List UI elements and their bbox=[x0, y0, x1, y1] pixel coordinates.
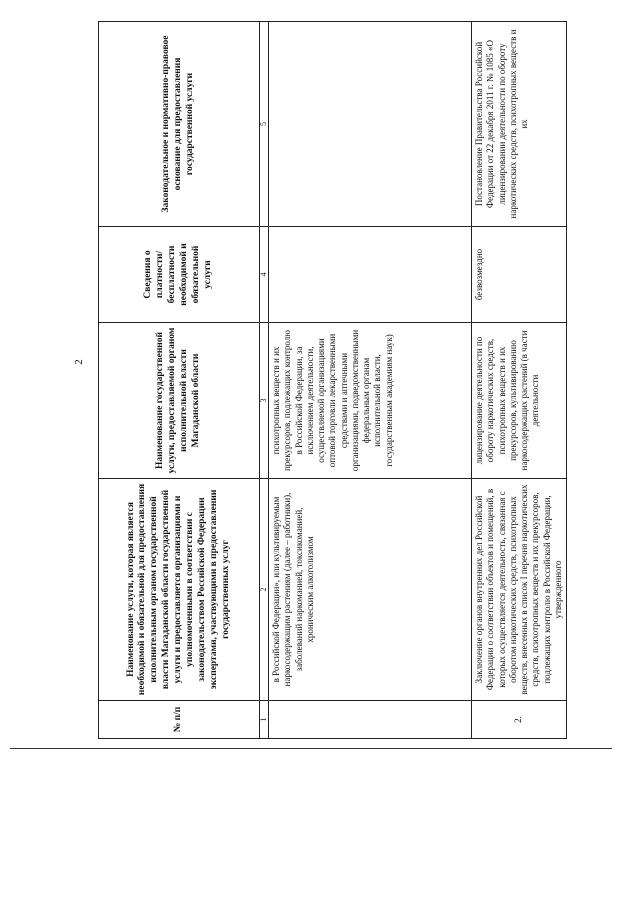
column-number: 5 bbox=[260, 22, 269, 227]
services-table bbox=[98, 21, 567, 739]
column-number: 1 bbox=[260, 701, 269, 739]
state-service-cell: психотропных веществ и их прекурсоров, подлежащих контролю в Российской Федерации, за исключением деятельности, осуществляемой организациями оптовой торговли лекарственными средствами и аптечными организациями, подведомственными федеральным органам исполнительной власти, государственным академиям наук) bbox=[269, 323, 472, 479]
service-cell: Заключение органов внутренних дел Российской Федерации о соответствии объектов и помещений, в которых осуществляется деятельность, связанная с оборотом наркотических средств, психотропных веществ, внесенных в список I перечня наркотических средств, психотропных веществ и их прекурсоров, подлежащих контролю в Российской Федерации, утвержденного bbox=[472, 479, 567, 701]
payment-cell bbox=[269, 227, 472, 323]
table-row bbox=[269, 22, 472, 739]
column-numbers-row bbox=[260, 22, 269, 739]
header-row bbox=[99, 22, 260, 739]
service-cell: в Российской Федерации», или культивируемым наркосодержащим растениям (далее – работники), заболеваний наркоманией, токсикоманией, хроническим алкоголизмом bbox=[269, 479, 472, 701]
rotated-table-wrapper bbox=[98, 22, 563, 739]
page-number: 2 bbox=[73, 359, 85, 365]
column-number: 4 bbox=[260, 227, 269, 323]
legal-basis-cell bbox=[269, 22, 472, 227]
state-service-cell: лицензирование деятельности по обороту наркотических средств, психотропных веществ и их прекурсоров, культивированию наркосодержащих растений (в части деятельности bbox=[472, 323, 567, 479]
header-service-name: Наименование услуги, которая является необходимой и обязательной для предоставления исполнительным органом государственной власти Магаданской области государственной услуги и предоставляется организациями и уполномоченными в соответствии с законодательством Российской Федерации экспертами, участвующими в предоставлении государственных услуг bbox=[99, 479, 260, 701]
header-state-service: Наименование государственной услуги, предоставляемой органом исполнительной власти Магаданской области bbox=[99, 323, 260, 479]
header-number: № п/п bbox=[99, 701, 260, 739]
row-number bbox=[269, 701, 472, 739]
bottom-divider bbox=[10, 748, 612, 749]
header-payment-info: Сведения о платности/ бесплатности необходимой и обязательной услуги bbox=[99, 227, 260, 323]
header-legal-basis: Законодательное и нормативно-правовое основание для предоставления государственной услуги bbox=[99, 22, 260, 227]
column-number: 2 bbox=[260, 479, 269, 701]
column-number: 3 bbox=[260, 323, 269, 479]
table-row bbox=[472, 22, 567, 739]
rotated-table-area bbox=[98, 22, 563, 739]
payment-cell: безвозмездно bbox=[472, 227, 567, 323]
row-number: 2. bbox=[472, 701, 567, 739]
legal-basis-cell: Постановление Правительства Российской Федерации от 22 декабря 2011 г. № 1085 «О лицензировании деятельности по обороту наркотических средств, психотропных веществ и их bbox=[472, 22, 567, 227]
